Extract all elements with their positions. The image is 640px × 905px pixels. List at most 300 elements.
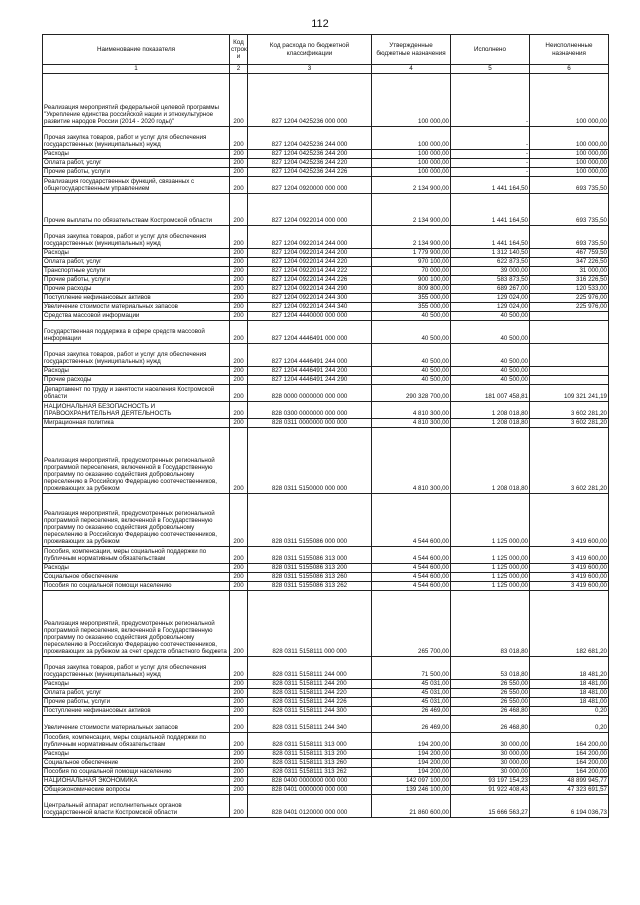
row-executed-amount: 1 441 164,50 <box>451 226 530 249</box>
row-executed-amount: 26 468,80 <box>451 707 530 716</box>
row-executed-amount: 40 500,00 <box>451 321 530 344</box>
row-name: Пособия по социальной помощи населению <box>43 582 230 591</box>
row-unexecuted-amount: 6 194 036,73 <box>530 795 609 818</box>
row-classification-code: 828 0311 5155086 313 262 <box>248 582 372 591</box>
row-approved-amount: 40 500,00 <box>372 344 451 367</box>
row-executed-amount: 583 873,50 <box>451 276 530 285</box>
row-line-code: 200 <box>230 786 248 795</box>
row-approved-amount: 100 000,00 <box>372 168 451 177</box>
row-classification-code: 828 0401 0000000 000 000 <box>248 786 372 795</box>
row-classification-code: 827 1204 0425236 244 000 <box>248 127 372 150</box>
row-line-code: 200 <box>230 385 248 402</box>
row-approved-amount: 100 000,00 <box>372 127 451 150</box>
row-classification-code: 827 1204 0425236 244 226 <box>248 168 372 177</box>
row-unexecuted-amount: 0,20 <box>530 716 609 733</box>
row-name: Поступление нефинансовых активов <box>43 294 230 303</box>
row-executed-amount: 30 000,00 <box>451 733 530 750</box>
row-approved-amount: 2 134 900,00 <box>372 226 451 249</box>
column-number-row <box>43 65 609 74</box>
row-executed-amount: 26 550,00 <box>451 698 530 707</box>
row-executed-amount: 129 024,00 <box>451 303 530 312</box>
row-name: Расходы <box>43 367 230 376</box>
row-classification-code: 828 0311 5155086 313 000 <box>248 547 372 564</box>
table-row <box>43 759 609 768</box>
row-approved-amount: 100 000,00 <box>372 150 451 159</box>
table-row <box>43 177 609 194</box>
row-line-code: 200 <box>230 127 248 150</box>
row-name: Прочие работы, услуги <box>43 168 230 177</box>
row-unexecuted-amount <box>530 376 609 385</box>
row-executed-amount: 93 197 154,23 <box>451 777 530 786</box>
row-classification-code: 827 1204 0425236 244 200 <box>248 150 372 159</box>
row-name: Реализация мероприятий федеральной целевой программы "Укрепление единства российской нации и этнокультурное развитие народов России (2014 - 2020 годы)" <box>43 74 230 127</box>
row-name: НАЦИОНАЛЬНАЯ ЭКОНОМИКА <box>43 777 230 786</box>
row-unexecuted-amount: 18 481,00 <box>530 680 609 689</box>
row-line-code: 200 <box>230 303 248 312</box>
row-approved-amount: 4 544 600,00 <box>372 573 451 582</box>
row-name: Общеэкономические вопросы <box>43 786 230 795</box>
row-executed-amount: 15 666 563,27 <box>451 795 530 818</box>
row-approved-amount: 4 810 300,00 <box>372 428 451 494</box>
row-approved-amount: 970 100,00 <box>372 258 451 267</box>
row-classification-code: 827 1204 0922014 244 300 <box>248 294 372 303</box>
row-unexecuted-amount: 3 419 600,00 <box>530 494 609 547</box>
row-approved-amount: 45 031,00 <box>372 680 451 689</box>
row-line-code: 200 <box>230 321 248 344</box>
table-row <box>43 750 609 759</box>
table-row <box>43 494 609 547</box>
row-line-code: 200 <box>230 716 248 733</box>
row-line-code: 200 <box>230 582 248 591</box>
row-classification-code: 827 1204 0920000 000 000 <box>248 177 372 194</box>
row-approved-amount: 4 544 600,00 <box>372 494 451 547</box>
row-approved-amount: 4 544 600,00 <box>372 547 451 564</box>
row-name: Прочая закупка товаров, работ и услуг для обеспечения государственных (муниципальных) нужд <box>43 657 230 680</box>
table-row <box>43 657 609 680</box>
row-name: Реализация мероприятий, предусмотренных региональной программой переселения, включенной в Государственную программу по оказанию содействия добровольному переселению в Российскую Федерацию соотечественников, проживающих за рубежом за счет средств областного бюджета <box>43 591 230 657</box>
row-line-code: 200 <box>230 547 248 564</box>
table-row <box>43 303 609 312</box>
row-executed-amount: 1 125 000,00 <box>451 582 530 591</box>
row-approved-amount: 194 200,00 <box>372 759 451 768</box>
row-classification-code: 828 0400 0000000 000 000 <box>248 777 372 786</box>
row-unexecuted-amount <box>530 344 609 367</box>
row-approved-amount: 4 544 600,00 <box>372 582 451 591</box>
table-row <box>43 777 609 786</box>
row-name: Реализация мероприятий, предусмотренных региональной программой переселения, включенной в Государственную программу по оказанию содействия добровольному переселению в Российскую Федерацию соотечественников, проживающих за рубежом <box>43 494 230 547</box>
row-line-code: 200 <box>230 759 248 768</box>
row-executed-amount: 26 550,00 <box>451 680 530 689</box>
row-classification-code: 827 1204 4446491 000 000 <box>248 321 372 344</box>
row-approved-amount: 45 031,00 <box>372 689 451 698</box>
row-approved-amount: 26 469,00 <box>372 716 451 733</box>
row-classification-code: 828 0311 5158111 313 262 <box>248 768 372 777</box>
row-executed-amount: 181 007 458,81 <box>451 385 530 402</box>
row-unexecuted-amount: 47 323 691,57 <box>530 786 609 795</box>
row-unexecuted-amount: 182 681,20 <box>530 591 609 657</box>
row-classification-code: 828 0311 5158111 313 000 <box>248 733 372 750</box>
row-classification-code: 827 1204 4446491 244 290 <box>248 376 372 385</box>
row-classification-code: 828 0311 5155086 000 000 <box>248 494 372 547</box>
row-name: Расходы <box>43 680 230 689</box>
row-executed-amount: 689 267,00 <box>451 285 530 294</box>
row-classification-code: 827 1204 0922014 244 220 <box>248 258 372 267</box>
table-row <box>43 376 609 385</box>
row-executed-amount: 1 125 000,00 <box>451 547 530 564</box>
row-line-code: 200 <box>230 294 248 303</box>
row-name: Транспортные услуги <box>43 267 230 276</box>
table-row <box>43 276 609 285</box>
row-approved-amount: 2 134 900,00 <box>372 194 451 226</box>
table-row <box>43 689 609 698</box>
row-unexecuted-amount: 164 200,00 <box>530 750 609 759</box>
row-unexecuted-amount: 109 321 241,19 <box>530 385 609 402</box>
row-classification-code: 827 1204 0922014 244 226 <box>248 276 372 285</box>
row-name: Расходы <box>43 750 230 759</box>
row-unexecuted-amount: 18 481,00 <box>530 689 609 698</box>
row-executed-amount: 30 000,00 <box>451 768 530 777</box>
row-approved-amount: 4 544 600,00 <box>372 564 451 573</box>
row-name: Пособия, компенсации, меры социальной поддержки по публичным нормативным обязательствам <box>43 733 230 750</box>
table-row <box>43 385 609 402</box>
table-row <box>43 573 609 582</box>
row-name: Прочая закупка товаров, работ и услуг для обеспечения государственных (муниципальных) нужд <box>43 344 230 367</box>
table-row <box>43 402 609 419</box>
row-line-code: 200 <box>230 177 248 194</box>
table-row <box>43 194 609 226</box>
row-line-code: 200 <box>230 276 248 285</box>
row-line-code: 200 <box>230 750 248 759</box>
table-body <box>43 74 609 818</box>
row-approved-amount: 40 500,00 <box>372 321 451 344</box>
row-name: Прочие работы, услуги <box>43 276 230 285</box>
row-line-code: 200 <box>230 74 248 127</box>
row-name: Увеличение стоимости материальных запасов <box>43 303 230 312</box>
row-classification-code: 827 1204 0922014 244 000 <box>248 226 372 249</box>
row-classification-code: 828 0311 5158111 244 226 <box>248 698 372 707</box>
row-classification-code: 828 0311 5158111 000 000 <box>248 591 372 657</box>
row-approved-amount: 355 000,00 <box>372 294 451 303</box>
table-row <box>43 285 609 294</box>
row-name: Пособия по социальной помощи населению <box>43 768 230 777</box>
table-row <box>43 312 609 321</box>
row-name: Центральный аппарат исполнительных органов государственной власти Костромской области <box>43 795 230 818</box>
row-executed-amount: 91 922 408,43 <box>451 786 530 795</box>
row-line-code: 200 <box>230 680 248 689</box>
column-number: 1 <box>43 65 230 74</box>
row-classification-code: 827 1204 0922014 000 000 <box>248 194 372 226</box>
table-row <box>43 564 609 573</box>
table-row <box>43 795 609 818</box>
row-name: Расходы <box>43 249 230 258</box>
row-line-code: 200 <box>230 285 248 294</box>
row-classification-code: 828 0311 5158111 244 340 <box>248 716 372 733</box>
row-approved-amount: 194 200,00 <box>372 733 451 750</box>
row-name: Департамент по труду и занятости населения Костромской области <box>43 385 230 402</box>
row-classification-code: 827 1204 0922014 244 340 <box>248 303 372 312</box>
row-unexecuted-amount: 164 200,00 <box>530 733 609 750</box>
row-executed-amount: 40 500,00 <box>451 344 530 367</box>
row-approved-amount: 2 134 900,00 <box>372 177 451 194</box>
table-row <box>43 428 609 494</box>
row-classification-code: 828 0311 5150000 000 000 <box>248 428 372 494</box>
row-unexecuted-amount: 164 200,00 <box>530 759 609 768</box>
row-name: Социальное обеспечение <box>43 759 230 768</box>
column-number: 5 <box>451 65 530 74</box>
header-executed: Исполнено <box>451 35 530 65</box>
row-classification-code: 828 0311 5158111 313 260 <box>248 759 372 768</box>
row-executed-amount: 26 468,80 <box>451 716 530 733</box>
row-name: Оплата работ, услуг <box>43 689 230 698</box>
row-classification-code: 827 1204 0425236 244 220 <box>248 159 372 168</box>
row-classification-code: 828 0311 5155086 313 260 <box>248 573 372 582</box>
column-number: 4 <box>372 65 451 74</box>
table-row <box>43 716 609 733</box>
table-row <box>43 258 609 267</box>
row-unexecuted-amount: 100 000,00 <box>530 168 609 177</box>
row-executed-amount: 1 441 164,50 <box>451 177 530 194</box>
row-approved-amount: 4 810 300,00 <box>372 402 451 419</box>
row-name: Прочие работы, услуги <box>43 698 230 707</box>
row-unexecuted-amount: 467 759,50 <box>530 249 609 258</box>
row-line-code: 200 <box>230 344 248 367</box>
row-unexecuted-amount: 3 419 600,00 <box>530 547 609 564</box>
row-name: Реализация мероприятий, предусмотренных региональной программой переселения, включенной в Государственную программу по оказанию содействия добровольному переселению в Российскую Федерацию соотечественников, проживающих за рубежом <box>43 428 230 494</box>
row-unexecuted-amount: 0,20 <box>530 707 609 716</box>
row-approved-amount: 809 800,00 <box>372 285 451 294</box>
row-unexecuted-amount <box>530 367 609 376</box>
row-executed-amount: 40 500,00 <box>451 367 530 376</box>
row-name: Увеличение стоимости материальных запасов <box>43 716 230 733</box>
row-line-code: 200 <box>230 376 248 385</box>
row-line-code: 200 <box>230 777 248 786</box>
row-executed-amount: 1 208 018,80 <box>451 428 530 494</box>
row-classification-code: 828 0311 0000000 000 000 <box>248 419 372 428</box>
row-name: Прочая закупка товаров, работ и услуг для обеспечения государственных (муниципальных) нужд <box>43 226 230 249</box>
row-unexecuted-amount: 693 735,50 <box>530 194 609 226</box>
table-row <box>43 344 609 367</box>
row-approved-amount: 139 246 100,00 <box>372 786 451 795</box>
table-row <box>43 150 609 159</box>
row-name: Оплата работ, услуг <box>43 258 230 267</box>
table-row <box>43 698 609 707</box>
row-executed-amount: 129 024,00 <box>451 294 530 303</box>
row-unexecuted-amount: 3 419 600,00 <box>530 573 609 582</box>
row-executed-amount: 30 000,00 <box>451 759 530 768</box>
row-approved-amount: 40 500,00 <box>372 376 451 385</box>
row-unexecuted-amount: 3 602 281,20 <box>530 402 609 419</box>
row-name: Прочие расходы <box>43 376 230 385</box>
header-row <box>43 35 609 65</box>
column-number: 6 <box>530 65 609 74</box>
table-row <box>43 249 609 258</box>
row-line-code: 200 <box>230 573 248 582</box>
row-approved-amount: 40 500,00 <box>372 312 451 321</box>
row-line-code: 200 <box>230 267 248 276</box>
row-approved-amount: 26 469,00 <box>372 707 451 716</box>
table-row <box>43 419 609 428</box>
row-approved-amount: 21 860 600,00 <box>372 795 451 818</box>
row-unexecuted-amount <box>530 321 609 344</box>
row-name: Реализация государственных функций, связанных с общегосударственным управлением <box>43 177 230 194</box>
row-approved-amount: 265 700,00 <box>372 591 451 657</box>
column-number: 2 <box>230 65 248 74</box>
table-row <box>43 582 609 591</box>
row-classification-code: 827 1204 4446491 244 200 <box>248 367 372 376</box>
row-executed-amount: - <box>451 159 530 168</box>
row-executed-amount: - <box>451 127 530 150</box>
table-row <box>43 591 609 657</box>
row-classification-code: 827 1204 0922014 244 290 <box>248 285 372 294</box>
row-approved-amount: 4 810 300,00 <box>372 419 451 428</box>
header-line-code: Код строк и <box>230 35 248 65</box>
row-executed-amount: 1 208 018,80 <box>451 419 530 428</box>
row-unexecuted-amount: 3 419 600,00 <box>530 564 609 573</box>
row-name: Государственная поддержка в сфере средств массовой информации <box>43 321 230 344</box>
row-executed-amount: 1 125 000,00 <box>451 494 530 547</box>
row-unexecuted-amount <box>530 312 609 321</box>
row-executed-amount: 53 018,80 <box>451 657 530 680</box>
row-line-code: 200 <box>230 707 248 716</box>
row-line-code: 200 <box>230 402 248 419</box>
row-approved-amount: 900 100,00 <box>372 276 451 285</box>
row-name: Пособия, компенсации, меры социальной поддержки по публичным нормативным обязательствам <box>43 547 230 564</box>
row-classification-code: 827 1204 4446491 244 000 <box>248 344 372 367</box>
table-row <box>43 367 609 376</box>
row-line-code: 200 <box>230 428 248 494</box>
row-unexecuted-amount: 3 602 281,20 <box>530 428 609 494</box>
row-approved-amount: 290 328 700,00 <box>372 385 451 402</box>
row-unexecuted-amount: 3 602 281,20 <box>530 419 609 428</box>
row-classification-code: 828 0401 0120000 000 000 <box>248 795 372 818</box>
table-row <box>43 127 609 150</box>
row-executed-amount: 1 208 018,80 <box>451 402 530 419</box>
row-line-code: 200 <box>230 698 248 707</box>
row-approved-amount: 1 779 900,00 <box>372 249 451 258</box>
row-executed-amount: - <box>451 168 530 177</box>
table-row <box>43 168 609 177</box>
row-executed-amount: 622 873,50 <box>451 258 530 267</box>
row-name: Прочие расходы <box>43 285 230 294</box>
row-approved-amount: 142 097 100,00 <box>372 777 451 786</box>
row-classification-code: 827 1204 4440000 000 000 <box>248 312 372 321</box>
row-approved-amount: 100 000,00 <box>372 159 451 168</box>
row-line-code: 200 <box>230 168 248 177</box>
row-classification-code: 828 0311 5155086 313 200 <box>248 564 372 573</box>
row-line-code: 200 <box>230 249 248 258</box>
table-row <box>43 547 609 564</box>
row-unexecuted-amount: 18 481,20 <box>530 657 609 680</box>
row-unexecuted-amount: 48 899 945,77 <box>530 777 609 786</box>
row-classification-code: 828 0311 5158111 313 200 <box>248 750 372 759</box>
row-name: Расходы <box>43 564 230 573</box>
row-name: Расходы <box>43 150 230 159</box>
row-classification-code: 828 0311 5158111 244 300 <box>248 707 372 716</box>
row-classification-code: 828 0311 5158111 244 200 <box>248 680 372 689</box>
row-unexecuted-amount: 100 000,00 <box>530 74 609 127</box>
row-executed-amount: 39 000,00 <box>451 267 530 276</box>
row-executed-amount: 40 500,00 <box>451 312 530 321</box>
page-number: 112 <box>311 18 329 30</box>
row-unexecuted-amount: 100 000,00 <box>530 127 609 150</box>
budget-execution-table <box>42 34 609 818</box>
row-unexecuted-amount: 100 000,00 <box>530 159 609 168</box>
row-classification-code: 827 1204 0922014 244 200 <box>248 249 372 258</box>
row-executed-amount: - <box>451 150 530 159</box>
row-approved-amount: 45 031,00 <box>372 698 451 707</box>
row-executed-amount: 26 550,00 <box>451 689 530 698</box>
row-executed-amount: 30 000,00 <box>451 750 530 759</box>
row-executed-amount: 1 312 140,50 <box>451 249 530 258</box>
row-executed-amount: 1 441 164,50 <box>451 194 530 226</box>
row-approved-amount: 355 000,00 <box>372 303 451 312</box>
row-approved-amount: 194 200,00 <box>372 750 451 759</box>
column-number: 3 <box>248 65 372 74</box>
row-classification-code: 827 1204 0425236 000 000 <box>248 74 372 127</box>
row-executed-amount: 1 125 000,00 <box>451 573 530 582</box>
table-row <box>43 74 609 127</box>
table-row <box>43 768 609 777</box>
row-line-code: 200 <box>230 150 248 159</box>
row-line-code: 200 <box>230 226 248 249</box>
row-unexecuted-amount: 31 000,00 <box>530 267 609 276</box>
header-approved: Утвержденные бюджетные назначения <box>372 35 451 65</box>
row-classification-code: 828 0300 0000000 000 000 <box>248 402 372 419</box>
row-line-code: 200 <box>230 312 248 321</box>
row-line-code: 200 <box>230 795 248 818</box>
row-approved-amount: 194 200,00 <box>372 768 451 777</box>
row-unexecuted-amount: 693 735,50 <box>530 177 609 194</box>
table-row <box>43 680 609 689</box>
row-approved-amount: 100 000,00 <box>372 74 451 127</box>
row-unexecuted-amount: 18 481,00 <box>530 698 609 707</box>
row-unexecuted-amount: 225 976,00 <box>530 303 609 312</box>
row-line-code: 200 <box>230 258 248 267</box>
row-name: Поступление нефинансовых активов <box>43 707 230 716</box>
row-executed-amount: 83 018,80 <box>451 591 530 657</box>
row-line-code: 200 <box>230 419 248 428</box>
row-approved-amount: 70 000,00 <box>372 267 451 276</box>
table-row <box>43 294 609 303</box>
row-line-code: 200 <box>230 657 248 680</box>
row-line-code: 200 <box>230 494 248 547</box>
table-row <box>43 321 609 344</box>
row-name: Прочие выплаты по обязательствам Костромской области <box>43 194 230 226</box>
row-classification-code: 828 0000 0000000 000 000 <box>248 385 372 402</box>
row-line-code: 200 <box>230 768 248 777</box>
row-unexecuted-amount: 316 226,50 <box>530 276 609 285</box>
row-unexecuted-amount: 693 735,50 <box>530 226 609 249</box>
row-executed-amount: - <box>451 74 530 127</box>
row-classification-code: 828 0311 5158111 244 000 <box>248 657 372 680</box>
table-row <box>43 733 609 750</box>
row-unexecuted-amount: 347 226,50 <box>530 258 609 267</box>
row-classification-code: 828 0311 5158111 244 220 <box>248 689 372 698</box>
table-row <box>43 707 609 716</box>
header-classification: Код расхода по бюджетной классификации <box>248 35 372 65</box>
row-name: Прочая закупка товаров, работ и услуг для обеспечения государственных (муниципальных) нужд <box>43 127 230 150</box>
row-unexecuted-amount: 225 976,00 <box>530 294 609 303</box>
row-line-code: 200 <box>230 159 248 168</box>
row-unexecuted-amount: 100 000,00 <box>530 150 609 159</box>
row-approved-amount: 71 500,00 <box>372 657 451 680</box>
row-executed-amount: 1 125 000,00 <box>451 564 530 573</box>
row-name: Социальное обеспечение <box>43 573 230 582</box>
table-row <box>43 159 609 168</box>
row-line-code: 200 <box>230 194 248 226</box>
header-name: Наименование показателя <box>43 35 230 65</box>
row-unexecuted-amount: 164 200,00 <box>530 768 609 777</box>
